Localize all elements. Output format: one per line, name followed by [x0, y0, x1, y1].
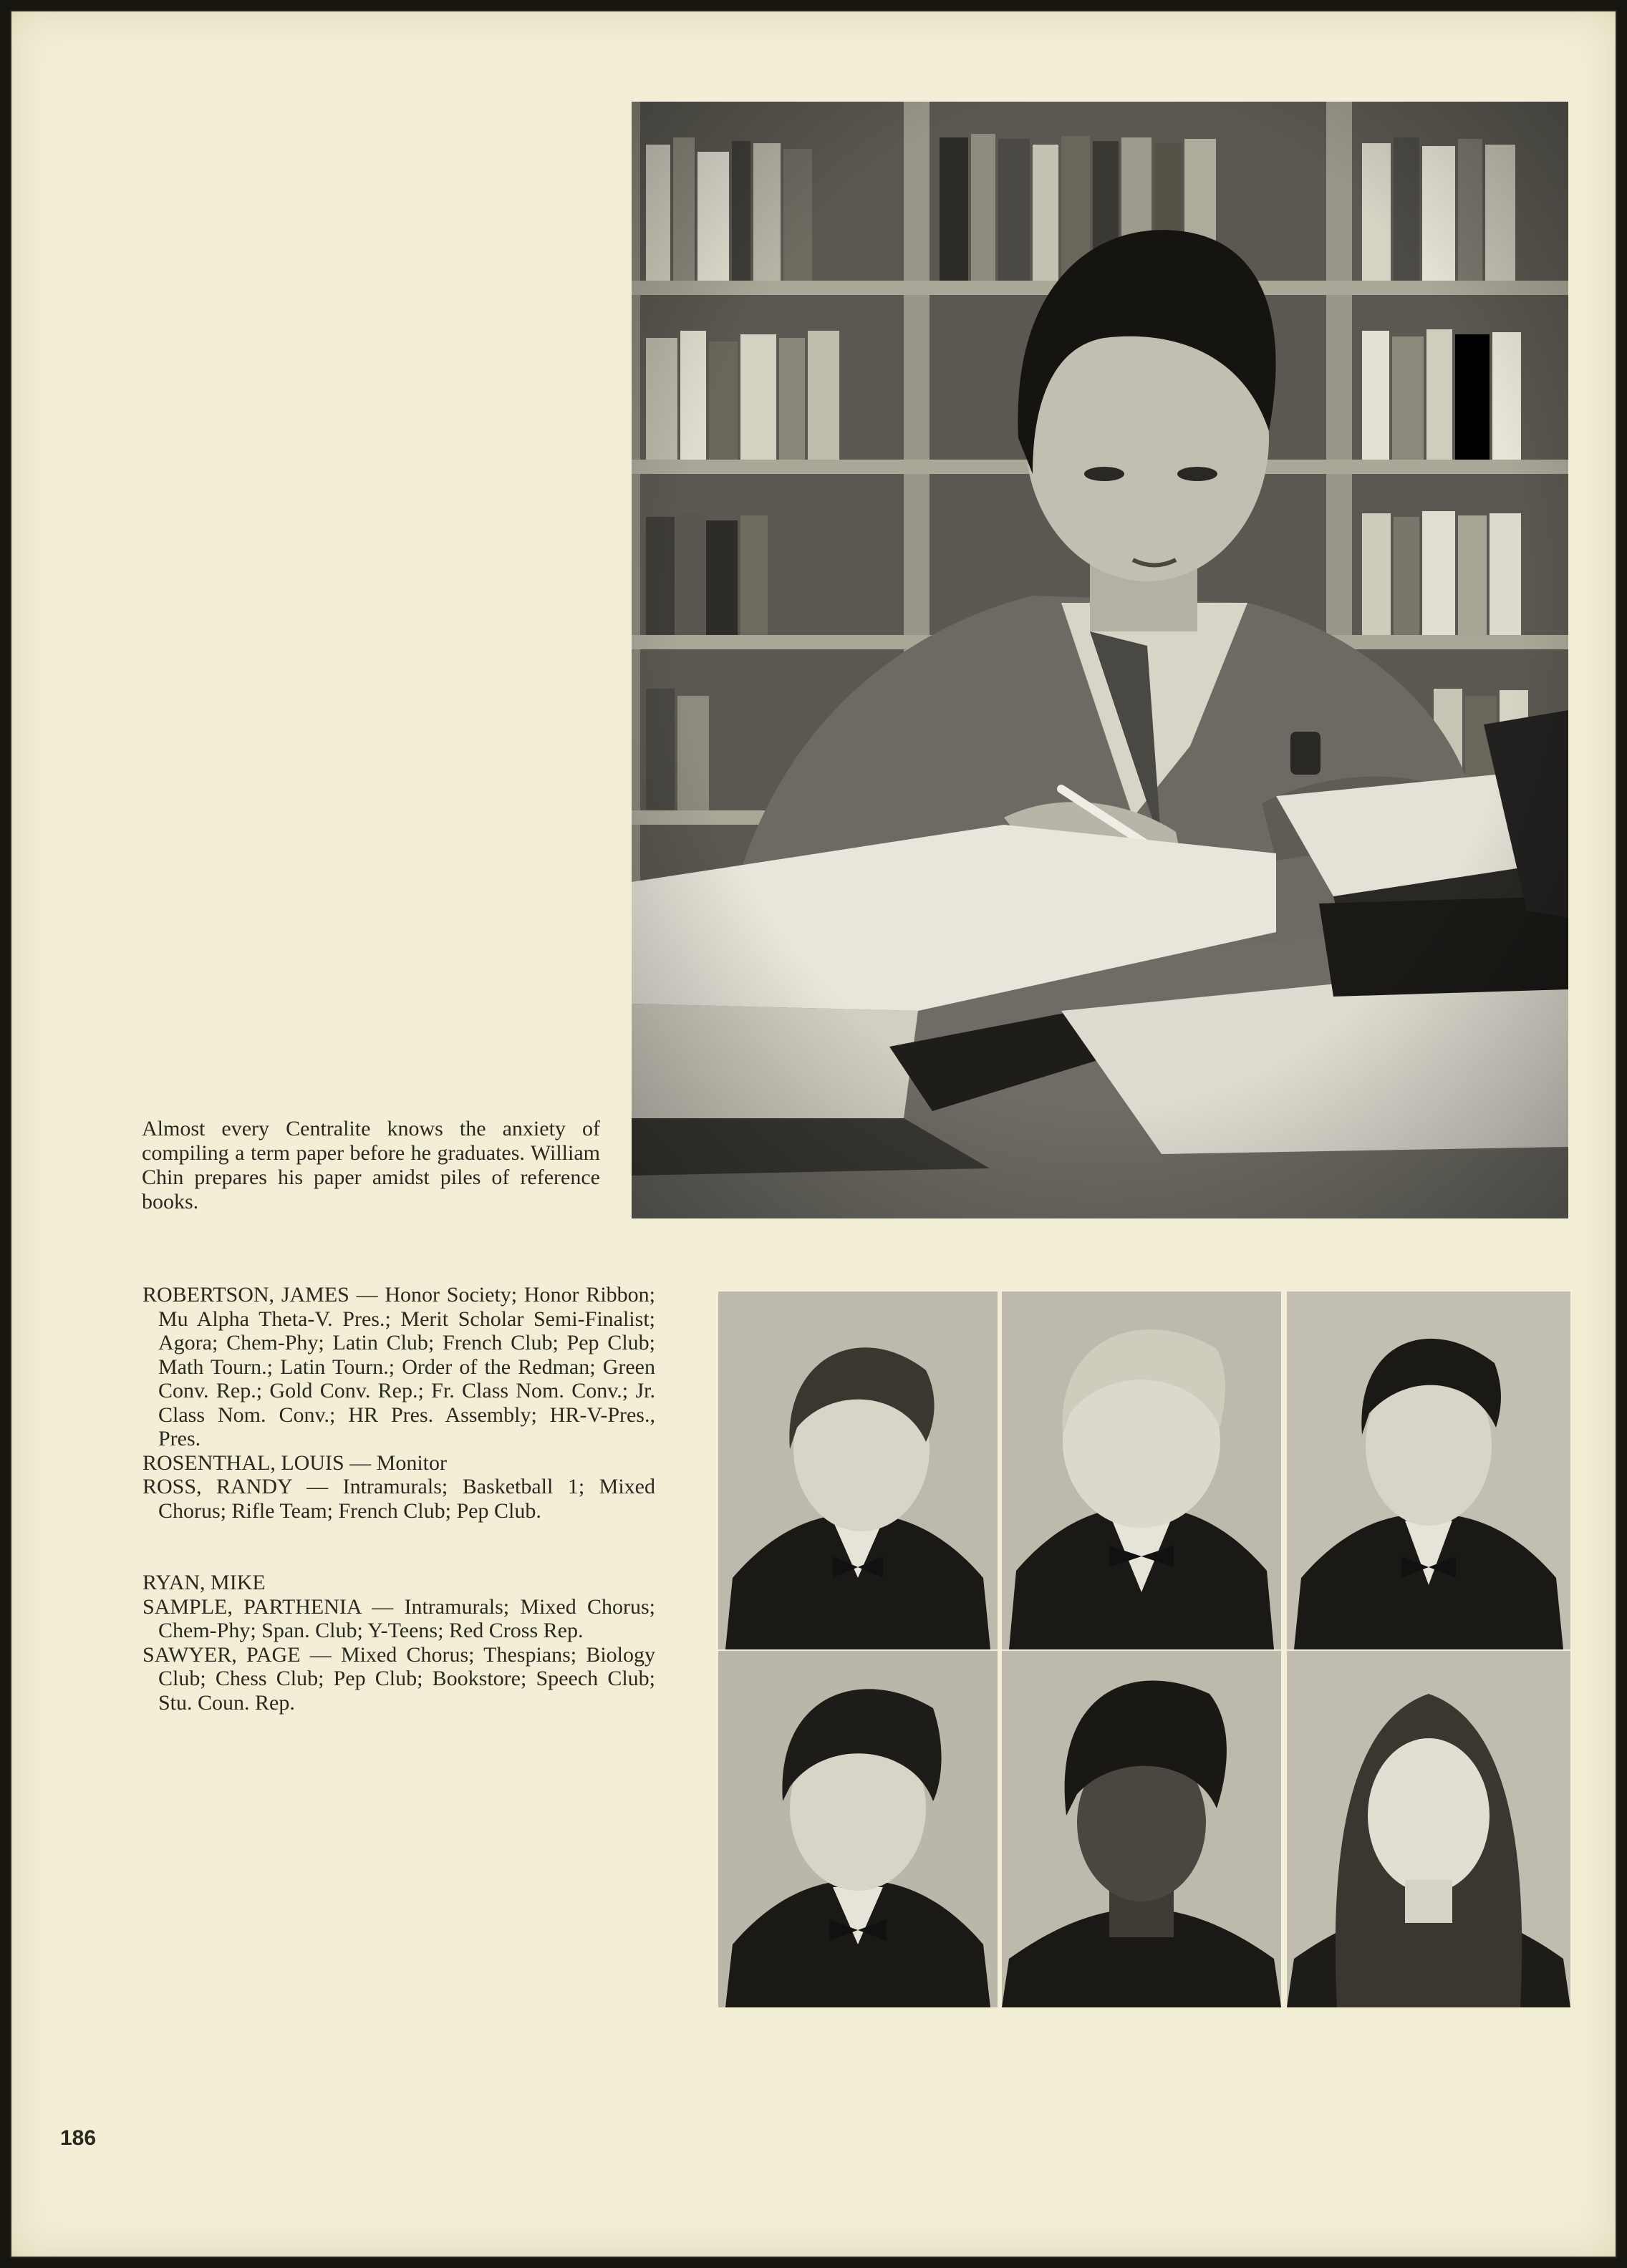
portrait-icon [1002, 1292, 1281, 1649]
yearbook-page [10, 10, 1617, 2258]
portrait-4 [718, 1651, 998, 2007]
portrait-icon [1287, 1292, 1570, 1649]
bio-sawyer-page: SAWYER, PAGE — Mixed Chorus; Thespians; Biology Club; Chess Club; Pep Club; Bookstore; Speech Club; Stu. Coun. Rep. [143, 1642, 655, 1715]
portrait-icon [1002, 1651, 1281, 2007]
library-photo [632, 102, 1568, 1218]
student-studying-photo-icon [632, 102, 1568, 1218]
portrait-5 [1002, 1651, 1281, 2007]
portrait-3 [1287, 1292, 1570, 1649]
bio-robertson-james: ROBERTSON, JAMES — Honor Society; Honor Ribbon; Mu Alpha Theta-V. Pres.; Merit Scholar Semi-Finalist; Agora; Chem-Phy; Latin Club; French Club; Pep Club; Math Tourn.; Latin Tourn.; Order of the Redman; Green Conv. Rep.; Gold Conv. Rep.; Fr. Class Nom. Conv.; Jr. Class Nom. Conv.; HR Pres. Assembly; HR-V-Pres., Pres. [143, 1283, 655, 1450]
page-number: 186 [60, 2126, 97, 2150]
portrait-icon [718, 1292, 998, 1649]
student-bios [143, 1283, 655, 1715]
portrait-6 [1287, 1651, 1570, 2007]
portrait-icon [718, 1651, 998, 2007]
portrait-2 [1002, 1292, 1281, 1649]
portrait-1 [718, 1292, 998, 1649]
bio-sample-parthenia: SAMPLE, PARTHENIA — Intramurals; Mixed Chorus; Chem-Phy; Span. Club; Y-Teens; Red Cross Rep. [143, 1594, 655, 1642]
bio-rosenthal-louis: ROSENTHAL, LOUIS — Monitor [143, 1450, 447, 1475]
portrait-icon [1287, 1651, 1570, 2007]
bio-ross-randy: ROSS, RANDY — Intramurals; Basketball 1; Mixed Chorus; Rifle Team; French Club; Pep Club. [143, 1475, 655, 1523]
bio-ryan-mike: RYAN, MIKE [143, 1571, 266, 1594]
photo-caption: Almost every Centralite knows the anxiety of compiling a term paper before he graduates. William Chin prepares his paper amidst piles of reference books. [142, 1117, 600, 1213]
